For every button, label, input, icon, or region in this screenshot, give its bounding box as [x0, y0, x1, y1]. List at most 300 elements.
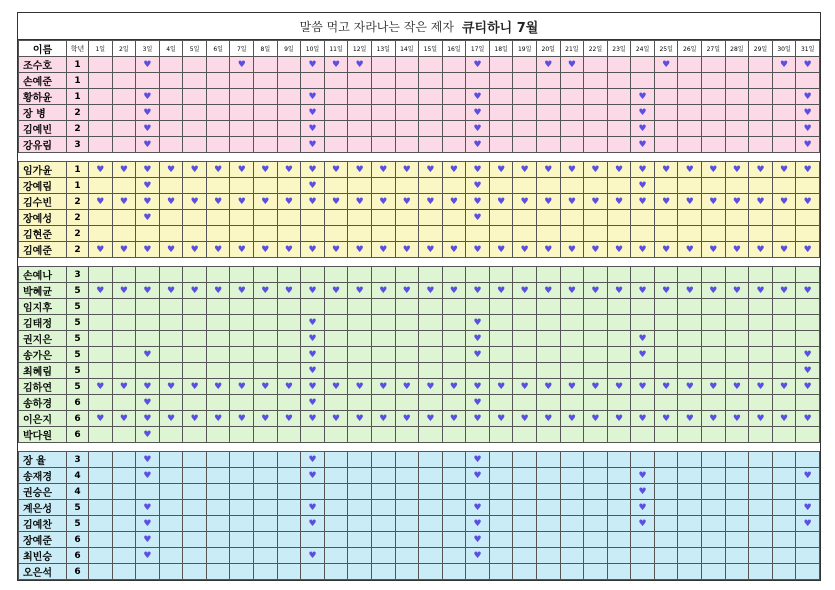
- day-cell[interactable]: [584, 226, 608, 242]
- day-cell[interactable]: [89, 452, 113, 468]
- day-cell[interactable]: [89, 516, 113, 532]
- day-cell[interactable]: [324, 516, 348, 532]
- day-cell[interactable]: [678, 379, 702, 395]
- day-cell[interactable]: [159, 516, 183, 532]
- day-cell[interactable]: [607, 89, 631, 105]
- day-cell[interactable]: [560, 379, 584, 395]
- day-cell[interactable]: [442, 299, 466, 315]
- day-cell[interactable]: [206, 194, 230, 210]
- day-cell[interactable]: [159, 468, 183, 484]
- day-cell[interactable]: [324, 411, 348, 427]
- day-cell[interactable]: [183, 516, 207, 532]
- day-cell[interactable]: [136, 267, 160, 283]
- day-cell[interactable]: [749, 532, 773, 548]
- day-cell[interactable]: [324, 57, 348, 73]
- day-cell[interactable]: [112, 452, 136, 468]
- day-cell[interactable]: [254, 162, 278, 178]
- day-cell[interactable]: [749, 427, 773, 443]
- day-cell[interactable]: [112, 73, 136, 89]
- day-cell[interactable]: [489, 162, 513, 178]
- day-cell[interactable]: [607, 162, 631, 178]
- day-cell[interactable]: [324, 395, 348, 411]
- day-cell[interactable]: [702, 267, 726, 283]
- day-cell[interactable]: [560, 210, 584, 226]
- day-cell[interactable]: [749, 468, 773, 484]
- day-cell[interactable]: [489, 242, 513, 258]
- day-cell[interactable]: [796, 484, 820, 500]
- day-cell[interactable]: [513, 427, 537, 443]
- day-cell[interactable]: [796, 162, 820, 178]
- day-cell[interactable]: [301, 73, 325, 89]
- day-cell[interactable]: [584, 548, 608, 564]
- day-cell[interactable]: [230, 210, 254, 226]
- day-cell[interactable]: [513, 516, 537, 532]
- day-cell[interactable]: [607, 299, 631, 315]
- day-cell[interactable]: [442, 411, 466, 427]
- day-cell[interactable]: [631, 299, 655, 315]
- day-cell[interactable]: [277, 532, 301, 548]
- day-cell[interactable]: [136, 137, 160, 153]
- day-cell[interactable]: [796, 73, 820, 89]
- day-cell[interactable]: [371, 299, 395, 315]
- day-cell[interactable]: [725, 73, 749, 89]
- day-cell[interactable]: [631, 516, 655, 532]
- day-cell[interactable]: [183, 226, 207, 242]
- day-cell[interactable]: [466, 452, 490, 468]
- day-cell[interactable]: [183, 468, 207, 484]
- day-cell[interactable]: [442, 468, 466, 484]
- day-cell[interactable]: [89, 73, 113, 89]
- day-cell[interactable]: [654, 548, 678, 564]
- day-cell[interactable]: [536, 242, 560, 258]
- day-cell[interactable]: [206, 452, 230, 468]
- day-cell[interactable]: [348, 427, 372, 443]
- day-cell[interactable]: [301, 178, 325, 194]
- day-cell[interactable]: [324, 347, 348, 363]
- day-cell[interactable]: [254, 347, 278, 363]
- day-cell[interactable]: [230, 162, 254, 178]
- day-cell[interactable]: [301, 363, 325, 379]
- day-cell[interactable]: [631, 363, 655, 379]
- day-cell[interactable]: [466, 137, 490, 153]
- day-cell[interactable]: [183, 564, 207, 580]
- day-cell[interactable]: [678, 178, 702, 194]
- day-cell[interactable]: [607, 210, 631, 226]
- day-cell[interactable]: [678, 452, 702, 468]
- day-cell[interactable]: [254, 532, 278, 548]
- day-cell[interactable]: [136, 331, 160, 347]
- day-cell[interactable]: [183, 500, 207, 516]
- day-cell[interactable]: [254, 210, 278, 226]
- day-cell[interactable]: [772, 210, 796, 226]
- day-cell[interactable]: [772, 137, 796, 153]
- day-cell[interactable]: [513, 210, 537, 226]
- day-cell[interactable]: [230, 315, 254, 331]
- day-cell[interactable]: [560, 516, 584, 532]
- day-cell[interactable]: [206, 267, 230, 283]
- day-cell[interactable]: [702, 564, 726, 580]
- day-cell[interactable]: [536, 105, 560, 121]
- day-cell[interactable]: [206, 178, 230, 194]
- day-cell[interactable]: [702, 379, 726, 395]
- day-cell[interactable]: [442, 267, 466, 283]
- day-cell[interactable]: [371, 452, 395, 468]
- day-cell[interactable]: [560, 226, 584, 242]
- day-cell[interactable]: [324, 89, 348, 105]
- day-cell[interactable]: [230, 347, 254, 363]
- day-cell[interactable]: [654, 137, 678, 153]
- day-cell[interactable]: [159, 532, 183, 548]
- day-cell[interactable]: [254, 242, 278, 258]
- day-cell[interactable]: [702, 331, 726, 347]
- day-cell[interactable]: [442, 516, 466, 532]
- day-cell[interactable]: [301, 267, 325, 283]
- day-cell[interactable]: [536, 162, 560, 178]
- day-cell[interactable]: [442, 137, 466, 153]
- day-cell[interactable]: [230, 564, 254, 580]
- day-cell[interactable]: [89, 57, 113, 73]
- day-cell[interactable]: [584, 331, 608, 347]
- day-cell[interactable]: [183, 89, 207, 105]
- day-cell[interactable]: [395, 500, 419, 516]
- day-cell[interactable]: [513, 411, 537, 427]
- day-cell[interactable]: [395, 532, 419, 548]
- day-cell[interactable]: [584, 267, 608, 283]
- day-cell[interactable]: [560, 331, 584, 347]
- day-cell[interactable]: [159, 379, 183, 395]
- day-cell[interactable]: [442, 379, 466, 395]
- day-cell[interactable]: [584, 379, 608, 395]
- day-cell[interactable]: [301, 283, 325, 299]
- day-cell[interactable]: [725, 468, 749, 484]
- day-cell[interactable]: [466, 468, 490, 484]
- day-cell[interactable]: [466, 73, 490, 89]
- day-cell[interactable]: [230, 89, 254, 105]
- day-cell[interactable]: [371, 210, 395, 226]
- day-cell[interactable]: [89, 315, 113, 331]
- day-cell[interactable]: [159, 395, 183, 411]
- day-cell[interactable]: [324, 315, 348, 331]
- day-cell[interactable]: [654, 121, 678, 137]
- day-cell[interactable]: [772, 73, 796, 89]
- day-cell[interactable]: [348, 548, 372, 564]
- day-cell[interactable]: [678, 283, 702, 299]
- day-cell[interactable]: [513, 500, 537, 516]
- day-cell[interactable]: [513, 73, 537, 89]
- day-cell[interactable]: [607, 226, 631, 242]
- day-cell[interactable]: [301, 564, 325, 580]
- day-cell[interactable]: [419, 105, 443, 121]
- day-cell[interactable]: [489, 452, 513, 468]
- day-cell[interactable]: [560, 178, 584, 194]
- day-cell[interactable]: [183, 379, 207, 395]
- day-cell[interactable]: [206, 347, 230, 363]
- day-cell[interactable]: [725, 379, 749, 395]
- day-cell[interactable]: [513, 178, 537, 194]
- day-cell[interactable]: [442, 162, 466, 178]
- day-cell[interactable]: [301, 452, 325, 468]
- day-cell[interactable]: [489, 89, 513, 105]
- day-cell[interactable]: [702, 363, 726, 379]
- day-cell[interactable]: [348, 194, 372, 210]
- day-cell[interactable]: [536, 347, 560, 363]
- day-cell[interactable]: [796, 532, 820, 548]
- day-cell[interactable]: [654, 162, 678, 178]
- day-cell[interactable]: [678, 162, 702, 178]
- day-cell[interactable]: [466, 516, 490, 532]
- day-cell[interactable]: [206, 484, 230, 500]
- day-cell[interactable]: [183, 452, 207, 468]
- day-cell[interactable]: [489, 210, 513, 226]
- day-cell[interactable]: [230, 427, 254, 443]
- day-cell[interactable]: [796, 89, 820, 105]
- day-cell[interactable]: [112, 395, 136, 411]
- day-cell[interactable]: [230, 242, 254, 258]
- day-cell[interactable]: [301, 500, 325, 516]
- day-cell[interactable]: [749, 516, 773, 532]
- day-cell[interactable]: [772, 379, 796, 395]
- day-cell[interactable]: [560, 548, 584, 564]
- day-cell[interactable]: [324, 363, 348, 379]
- day-cell[interactable]: [678, 331, 702, 347]
- day-cell[interactable]: [277, 226, 301, 242]
- day-cell[interactable]: [348, 178, 372, 194]
- day-cell[interactable]: [584, 532, 608, 548]
- day-cell[interactable]: [796, 427, 820, 443]
- day-cell[interactable]: [678, 299, 702, 315]
- day-cell[interactable]: [277, 194, 301, 210]
- day-cell[interactable]: [772, 283, 796, 299]
- day-cell[interactable]: [206, 315, 230, 331]
- day-cell[interactable]: [371, 178, 395, 194]
- day-cell[interactable]: [159, 162, 183, 178]
- day-cell[interactable]: [560, 137, 584, 153]
- day-cell[interactable]: [324, 283, 348, 299]
- day-cell[interactable]: [560, 395, 584, 411]
- day-cell[interactable]: [678, 411, 702, 427]
- day-cell[interactable]: [607, 137, 631, 153]
- day-cell[interactable]: [654, 500, 678, 516]
- day-cell[interactable]: [277, 548, 301, 564]
- day-cell[interactable]: [513, 379, 537, 395]
- day-cell[interactable]: [513, 226, 537, 242]
- day-cell[interactable]: [348, 331, 372, 347]
- day-cell[interactable]: [136, 226, 160, 242]
- day-cell[interactable]: [749, 484, 773, 500]
- day-cell[interactable]: [725, 162, 749, 178]
- day-cell[interactable]: [419, 532, 443, 548]
- day-cell[interactable]: [749, 137, 773, 153]
- day-cell[interactable]: [466, 105, 490, 121]
- day-cell[interactable]: [442, 395, 466, 411]
- day-cell[interactable]: [749, 178, 773, 194]
- day-cell[interactable]: [513, 564, 537, 580]
- day-cell[interactable]: [607, 331, 631, 347]
- day-cell[interactable]: [183, 411, 207, 427]
- day-cell[interactable]: [489, 395, 513, 411]
- day-cell[interactable]: [183, 315, 207, 331]
- day-cell[interactable]: [584, 315, 608, 331]
- day-cell[interactable]: [513, 57, 537, 73]
- day-cell[interactable]: [631, 73, 655, 89]
- day-cell[interactable]: [702, 105, 726, 121]
- day-cell[interactable]: [206, 299, 230, 315]
- day-cell[interactable]: [112, 137, 136, 153]
- day-cell[interactable]: [560, 267, 584, 283]
- day-cell[interactable]: [607, 242, 631, 258]
- day-cell[interactable]: [607, 395, 631, 411]
- day-cell[interactable]: [419, 210, 443, 226]
- day-cell[interactable]: [489, 468, 513, 484]
- day-cell[interactable]: [159, 194, 183, 210]
- day-cell[interactable]: [796, 452, 820, 468]
- day-cell[interactable]: [513, 452, 537, 468]
- day-cell[interactable]: [725, 452, 749, 468]
- day-cell[interactable]: [560, 105, 584, 121]
- day-cell[interactable]: [277, 178, 301, 194]
- day-cell[interactable]: [513, 315, 537, 331]
- day-cell[interactable]: [395, 411, 419, 427]
- day-cell[interactable]: [395, 283, 419, 299]
- day-cell[interactable]: [584, 516, 608, 532]
- day-cell[interactable]: [395, 347, 419, 363]
- day-cell[interactable]: [206, 500, 230, 516]
- day-cell[interactable]: [536, 283, 560, 299]
- day-cell[interactable]: [371, 137, 395, 153]
- day-cell[interactable]: [89, 484, 113, 500]
- day-cell[interactable]: [112, 57, 136, 73]
- day-cell[interactable]: [536, 178, 560, 194]
- day-cell[interactable]: [419, 57, 443, 73]
- day-cell[interactable]: [206, 242, 230, 258]
- day-cell[interactable]: [466, 484, 490, 500]
- day-cell[interactable]: [513, 121, 537, 137]
- day-cell[interactable]: [702, 210, 726, 226]
- day-cell[interactable]: [749, 379, 773, 395]
- day-cell[interactable]: [395, 267, 419, 283]
- day-cell[interactable]: [136, 379, 160, 395]
- day-cell[interactable]: [702, 89, 726, 105]
- day-cell[interactable]: [466, 210, 490, 226]
- day-cell[interactable]: [654, 242, 678, 258]
- day-cell[interactable]: [395, 194, 419, 210]
- day-cell[interactable]: [489, 267, 513, 283]
- day-cell[interactable]: [254, 548, 278, 564]
- day-cell[interactable]: [466, 500, 490, 516]
- day-cell[interactable]: [183, 210, 207, 226]
- day-cell[interactable]: [560, 484, 584, 500]
- day-cell[interactable]: [725, 532, 749, 548]
- day-cell[interactable]: [112, 516, 136, 532]
- day-cell[interactable]: [584, 500, 608, 516]
- day-cell[interactable]: [395, 516, 419, 532]
- day-cell[interactable]: [749, 347, 773, 363]
- day-cell[interactable]: [489, 226, 513, 242]
- day-cell[interactable]: [136, 194, 160, 210]
- day-cell[interactable]: [654, 194, 678, 210]
- day-cell[interactable]: [442, 210, 466, 226]
- day-cell[interactable]: [749, 331, 773, 347]
- day-cell[interactable]: [749, 73, 773, 89]
- day-cell[interactable]: [136, 178, 160, 194]
- day-cell[interactable]: [301, 468, 325, 484]
- day-cell[interactable]: [419, 548, 443, 564]
- day-cell[interactable]: [584, 73, 608, 89]
- day-cell[interactable]: [419, 331, 443, 347]
- day-cell[interactable]: [749, 395, 773, 411]
- day-cell[interactable]: [324, 73, 348, 89]
- day-cell[interactable]: [702, 194, 726, 210]
- day-cell[interactable]: [348, 347, 372, 363]
- day-cell[interactable]: [183, 105, 207, 121]
- day-cell[interactable]: [607, 121, 631, 137]
- day-cell[interactable]: [254, 178, 278, 194]
- day-cell[interactable]: [112, 532, 136, 548]
- day-cell[interactable]: [277, 564, 301, 580]
- day-cell[interactable]: [749, 57, 773, 73]
- day-cell[interactable]: [536, 532, 560, 548]
- day-cell[interactable]: [301, 532, 325, 548]
- day-cell[interactable]: [136, 548, 160, 564]
- day-cell[interactable]: [631, 267, 655, 283]
- day-cell[interactable]: [183, 363, 207, 379]
- day-cell[interactable]: [371, 283, 395, 299]
- day-cell[interactable]: [796, 194, 820, 210]
- day-cell[interactable]: [442, 242, 466, 258]
- day-cell[interactable]: [419, 178, 443, 194]
- day-cell[interactable]: [466, 89, 490, 105]
- day-cell[interactable]: [254, 500, 278, 516]
- day-cell[interactable]: [772, 516, 796, 532]
- day-cell[interactable]: [183, 194, 207, 210]
- day-cell[interactable]: [324, 162, 348, 178]
- day-cell[interactable]: [725, 283, 749, 299]
- day-cell[interactable]: [702, 532, 726, 548]
- day-cell[interactable]: [678, 57, 702, 73]
- day-cell[interactable]: [371, 411, 395, 427]
- day-cell[interactable]: [324, 452, 348, 468]
- day-cell[interactable]: [772, 363, 796, 379]
- day-cell[interactable]: [419, 121, 443, 137]
- day-cell[interactable]: [277, 484, 301, 500]
- day-cell[interactable]: [442, 89, 466, 105]
- day-cell[interactable]: [442, 564, 466, 580]
- day-cell[interactable]: [702, 347, 726, 363]
- day-cell[interactable]: [725, 178, 749, 194]
- day-cell[interactable]: [466, 363, 490, 379]
- day-cell[interactable]: [678, 548, 702, 564]
- day-cell[interactable]: [230, 283, 254, 299]
- day-cell[interactable]: [772, 347, 796, 363]
- day-cell[interactable]: [324, 226, 348, 242]
- day-cell[interactable]: [371, 347, 395, 363]
- day-cell[interactable]: [183, 331, 207, 347]
- day-cell[interactable]: [607, 105, 631, 121]
- day-cell[interactable]: [466, 379, 490, 395]
- day-cell[interactable]: [254, 299, 278, 315]
- day-cell[interactable]: [348, 379, 372, 395]
- day-cell[interactable]: [301, 137, 325, 153]
- day-cell[interactable]: [631, 500, 655, 516]
- day-cell[interactable]: [442, 194, 466, 210]
- day-cell[interactable]: [230, 395, 254, 411]
- day-cell[interactable]: [371, 548, 395, 564]
- day-cell[interactable]: [654, 468, 678, 484]
- day-cell[interactable]: [277, 427, 301, 443]
- day-cell[interactable]: [112, 468, 136, 484]
- day-cell[interactable]: [466, 299, 490, 315]
- day-cell[interactable]: [324, 532, 348, 548]
